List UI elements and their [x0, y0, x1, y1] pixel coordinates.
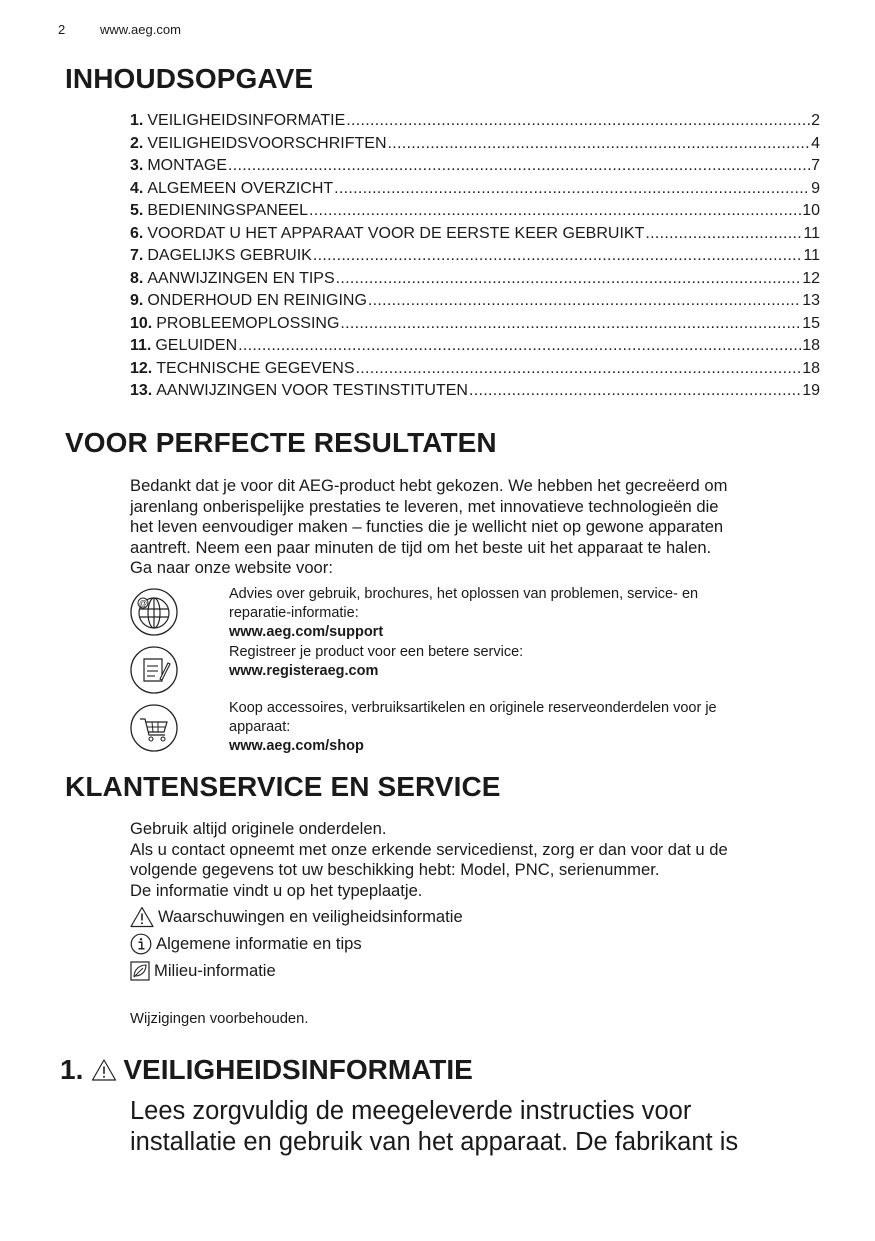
customer-service-line: Gebruik altijd originele onderdelen. — [130, 819, 387, 838]
toc-leader-dots — [336, 268, 802, 291]
toc-leader-dots — [238, 335, 801, 358]
toc-item-title: GELUIDEN — [155, 337, 238, 354]
toc-item-number: 7. — [130, 247, 144, 264]
page-number: 2 — [58, 22, 66, 37]
toc-item[interactable] — [130, 268, 820, 291]
toc-item-title: DAGELIJKS GEBRUIK — [147, 247, 312, 264]
toc-item-number: 8. — [130, 269, 144, 287]
safety-text — [130, 1096, 850, 1158]
toc-item-number: 12. — [130, 359, 153, 377]
toc-item-number: 10. — [130, 314, 153, 332]
warning-icon — [91, 1058, 117, 1082]
legend-warning — [130, 903, 463, 930]
toc-item-title: VEILIGHEIDSVOORSCHRIFTEN — [147, 134, 387, 152]
customer-service-title: KLANTENSERVICE EN SERVICE — [65, 771, 501, 802]
toc-item-title: ONDERHOUD EN REINIGING — [147, 292, 367, 309]
toc-item-page: 13 — [802, 292, 820, 309]
toc-item-page: 12 — [802, 269, 820, 287]
customer-service-line: volgende gegevens tot uw beschikking hebt: Model, PNC, serienummer. — [130, 860, 660, 879]
register-icon — [130, 646, 178, 694]
toc-leader-dots — [645, 223, 802, 246]
toc-leader-dots — [388, 133, 811, 156]
toc-item-title: TECHNISCHE GEGEVENS — [156, 359, 355, 377]
toc-item[interactable] — [130, 380, 820, 403]
toc-item[interactable] — [130, 358, 820, 381]
intro-line: jarenlang onberispelijke prestaties te leveren, met innovatieve technologieën die — [130, 496, 719, 516]
toc-item-number: 3. — [130, 157, 144, 174]
toc-item-number: 2. — [130, 134, 144, 152]
toc-item-number: 9. — [130, 292, 144, 309]
symbol-legend — [130, 903, 463, 984]
cart-icon — [130, 704, 178, 752]
toc-item[interactable] — [130, 110, 820, 133]
toc-item[interactable] — [130, 200, 820, 223]
service-register-text — [229, 643, 809, 681]
safety-heading — [60, 1054, 473, 1086]
toc-item-page: 11 — [803, 247, 820, 264]
toc-item-page: 19 — [802, 382, 820, 399]
toc-leader-dots — [309, 200, 801, 223]
legend-info-label: Algemene informatie en tips — [156, 933, 362, 953]
info-icon — [130, 933, 152, 955]
toc-item[interactable] — [130, 223, 820, 246]
toc-item-title: VOORDAT U HET APPARAAT VOOR DE EERSTE KEER GEBRUIKT — [147, 224, 645, 242]
toc-item-title: VEILIGHEIDSINFORMATIE — [147, 112, 346, 129]
results-intro — [130, 476, 820, 579]
toc-title: INHOUDSOPGAVE — [65, 63, 314, 94]
toc-item[interactable] — [130, 245, 820, 268]
legend-warning-label: Waarschuwingen en veiligheidsinformatie — [158, 906, 463, 926]
legend-environment-label: Milieu-informatie — [154, 960, 276, 980]
changes-note: Wijzigingen voorbehouden. — [130, 1011, 309, 1027]
toc-item-page: 7 — [811, 157, 820, 174]
site-url[interactable]: www.aeg.com — [100, 22, 181, 37]
service-support-line-2: reparatie-informatie: — [229, 605, 359, 621]
toc-item-number: 1. — [130, 112, 144, 129]
shop-link[interactable]: www.aeg.com/shop — [229, 738, 364, 754]
service-shop-text — [229, 699, 809, 756]
service-support-line-1: Advies over gebruik, brochures, het oplossen van problemen, service- en — [229, 586, 699, 602]
toc-item[interactable] — [130, 155, 820, 178]
toc-item-number: 5. — [130, 202, 144, 219]
toc-item-page: 9 — [811, 179, 820, 197]
toc-item-title: AANWIJZINGEN VOOR TESTINSTITUTEN — [156, 382, 468, 399]
table-of-contents — [130, 110, 820, 403]
toc-item[interactable] — [130, 290, 820, 313]
toc-item-number: 13. — [130, 382, 153, 399]
intro-line: Bedankt dat je voor dit AEG-product hebt gekozen. We hebben het gecreëerd om — [130, 476, 728, 495]
support-link[interactable]: www.aeg.com/support — [229, 624, 384, 640]
service-shop-line-1: Koop accessoires, verbruiksartikelen en originele reserveonderdelen voor je — [229, 700, 717, 716]
warning-icon — [130, 906, 154, 928]
intro-line: aantreft. Neem een paar minuten de tijd om het beste uit het apparaat te halen. — [130, 537, 712, 557]
toc-leader-dots — [368, 290, 801, 313]
leaf-icon — [130, 961, 150, 981]
toc-item[interactable] — [130, 133, 820, 156]
toc-item-title: BEDIENINGSPANEEL — [147, 202, 308, 219]
legend-environment — [130, 957, 463, 984]
toc-item-page: 10 — [802, 202, 820, 219]
customer-service-text — [130, 819, 820, 901]
toc-leader-dots — [334, 178, 810, 201]
service-support-text — [229, 585, 809, 642]
register-link[interactable]: www.registeraeg.com — [229, 663, 379, 679]
toc-item-title: MONTAGE — [147, 157, 228, 174]
legend-info — [130, 930, 463, 957]
service-shop-line-2: apparaat: — [229, 719, 291, 735]
safety-line: installatie en gebruik van het apparaat. De fabrikant is — [130, 1128, 739, 1156]
toc-item[interactable] — [130, 313, 820, 336]
toc-item-title: PROBLEEMOPLOSSING — [156, 314, 340, 332]
toc-leader-dots — [313, 245, 803, 268]
toc-item-page: 18 — [802, 337, 820, 354]
toc-leader-dots — [346, 110, 810, 133]
toc-item-page: 15 — [802, 314, 820, 332]
toc-item-page: 4 — [811, 134, 820, 152]
safety-title: VEILIGHEIDSINFORMATIE — [123, 1054, 473, 1085]
toc-leader-dots — [228, 155, 810, 178]
toc-item-number: 6. — [130, 224, 144, 242]
toc-item-page: 11 — [803, 224, 820, 242]
toc-item-title: ALGEMEEN OVERZICHT — [147, 179, 334, 197]
safety-number: 1. — [60, 1054, 84, 1085]
svg-text:@: @ — [138, 599, 148, 608]
toc-item-page: 18 — [802, 359, 820, 377]
toc-leader-dots — [356, 358, 802, 381]
results-title: VOOR PERFECTE RESULTATEN — [65, 427, 497, 458]
toc-item[interactable] — [130, 335, 820, 358]
toc-leader-dots — [469, 380, 801, 403]
toc-item-page: 2 — [811, 112, 820, 129]
toc-item-number: 11. — [130, 337, 152, 354]
customer-service-line: De informatie vindt u op het typeplaatje. — [130, 880, 423, 900]
customer-service-line: Als u contact opneemt met onze erkende servicedienst, zorg er dan voor dat u de — [130, 839, 728, 859]
intro-line: het leven eenvoudiger maken – functies die je wellicht niet op gewone apparaten — [130, 517, 724, 536]
safety-line: Lees zorgvuldig de meegeleverde instructies voor — [130, 1097, 692, 1125]
toc-item[interactable] — [130, 178, 820, 201]
service-register-line-1: Registreer je product voor een betere service: — [229, 644, 524, 660]
toc-item-number: 4. — [130, 179, 144, 197]
toc-leader-dots — [340, 313, 801, 336]
globe-icon — [130, 588, 178, 636]
toc-item-title: AANWIJZINGEN EN TIPS — [147, 269, 335, 287]
intro-line: Ga naar onze website voor: — [130, 558, 333, 577]
